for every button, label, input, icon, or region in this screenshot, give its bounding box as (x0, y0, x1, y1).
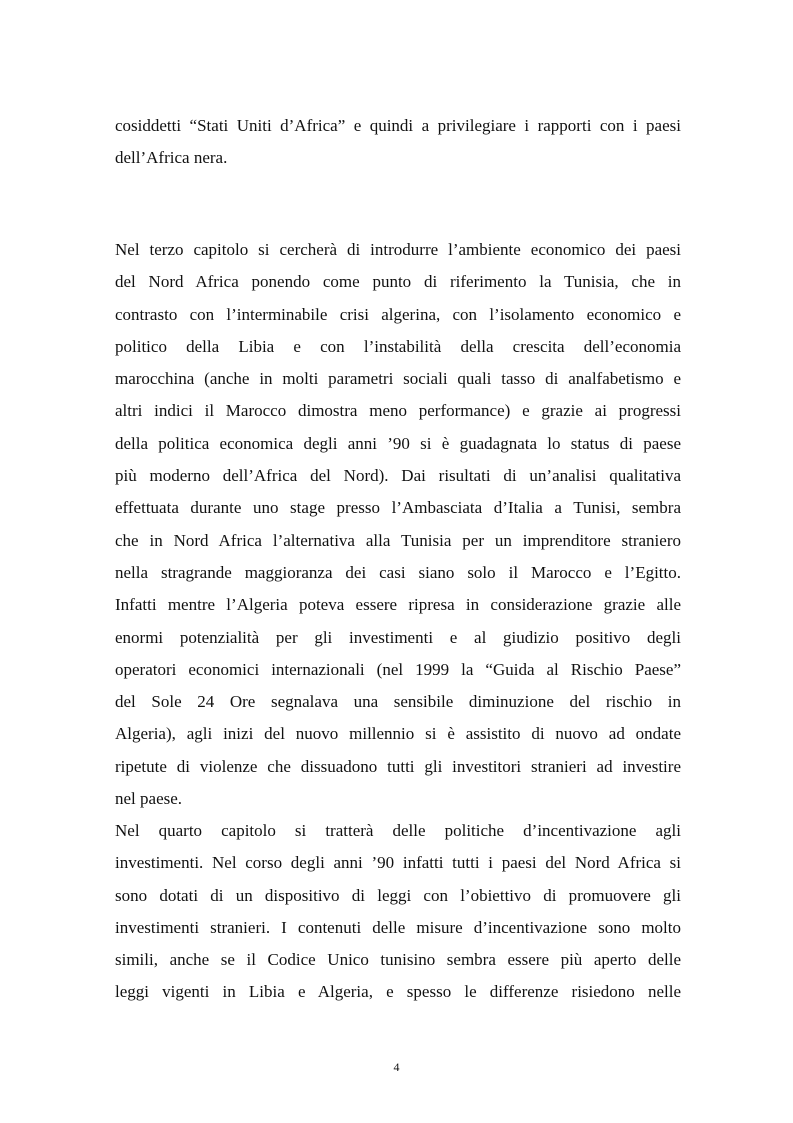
text-line: nella stragrande maggioranza dei casi siano solo il Marocco e l’Egitto. (115, 562, 681, 582)
page-number: 4 (393, 1060, 400, 1074)
text-line: nel paese. (115, 789, 183, 809)
text-line: ripetute di violenze che dissuadono tutti gli investitori stranieri ad investire (115, 756, 681, 776)
text-line: dell’Africa nera. (115, 148, 228, 168)
text-line: del Nord Africa ponendo come punto di riferimento la Tunisia, che in (115, 272, 681, 292)
text-line: cosiddetti “Stati Uniti d’Africa” e quindi a privilegiare i rapporti con i paesi (115, 116, 681, 135)
text-line: altri indici il Marocco dimostra meno performance) e grazie ai progressi (115, 401, 681, 421)
text-line: che in Nord Africa l’alternativa alla Tunisia per un imprenditore straniero (115, 530, 681, 550)
paragraph-1 (115, 110, 681, 175)
text-line: investimenti stranieri. I contenuti delle misure d’incentivazione sono molto (115, 917, 681, 937)
text-line: investimenti. Nel corso degli anni ’90 infatti tutti i paesi del Nord Africa si (115, 853, 681, 873)
text-line: effettuata durante uno stage presso l’Ambasciata d’Italia a Tunisi, sembra (115, 498, 681, 518)
text-line: marocchina (anche in molti parametri sociali quali tasso di analfabetismo e (115, 369, 681, 389)
text-line: contrasto con l’interminabile crisi algerina, con l’isolamento economico e (115, 304, 681, 324)
paragraph-3 (115, 815, 681, 1009)
text-line: Nel quarto capitolo si tratterà delle politiche d’incentivazione agli (115, 821, 681, 840)
text-line: del Sole 24 Ore segnalava una sensibile diminuzione del rischio in (115, 692, 681, 712)
text-line: Algeria), agli inizi del nuovo millennio si è assistito di nuovo ad ondate (115, 724, 681, 744)
text-line: simili, anche se il Codice Unico tunisino sembra essere più aperto delle (115, 950, 681, 970)
paragraph-2 (115, 234, 681, 815)
text-line: leggi vigenti in Libia e Algeria, e spesso le differenze risiedono nelle (115, 982, 681, 1002)
text-line: Nel terzo capitolo si cercherà di introdurre l’ambiente economico dei paesi (115, 240, 681, 259)
text-line: sono dotati di un dispositivo di leggi con l’obiettivo di promuovere gli (115, 885, 681, 905)
text-line: politico della Libia e con l’instabilità della crescita dell’economia (115, 336, 681, 356)
text-line: operatori economici internazionali (nel 1999 la “Guida al Rischio Paese” (115, 659, 681, 679)
text-line: Infatti mentre l’Algeria poteva essere ripresa in considerazione grazie alle (115, 595, 681, 615)
text-line: più moderno dell’Africa del Nord). Dai risultati di un’analisi qualitativa (115, 466, 681, 486)
text-line: della politica economica degli anni ’90 si è guadagnata lo status di paese (115, 433, 681, 453)
text-line: enormi potenzialità per gli investimenti e al giudizio positivo degli (115, 627, 681, 647)
